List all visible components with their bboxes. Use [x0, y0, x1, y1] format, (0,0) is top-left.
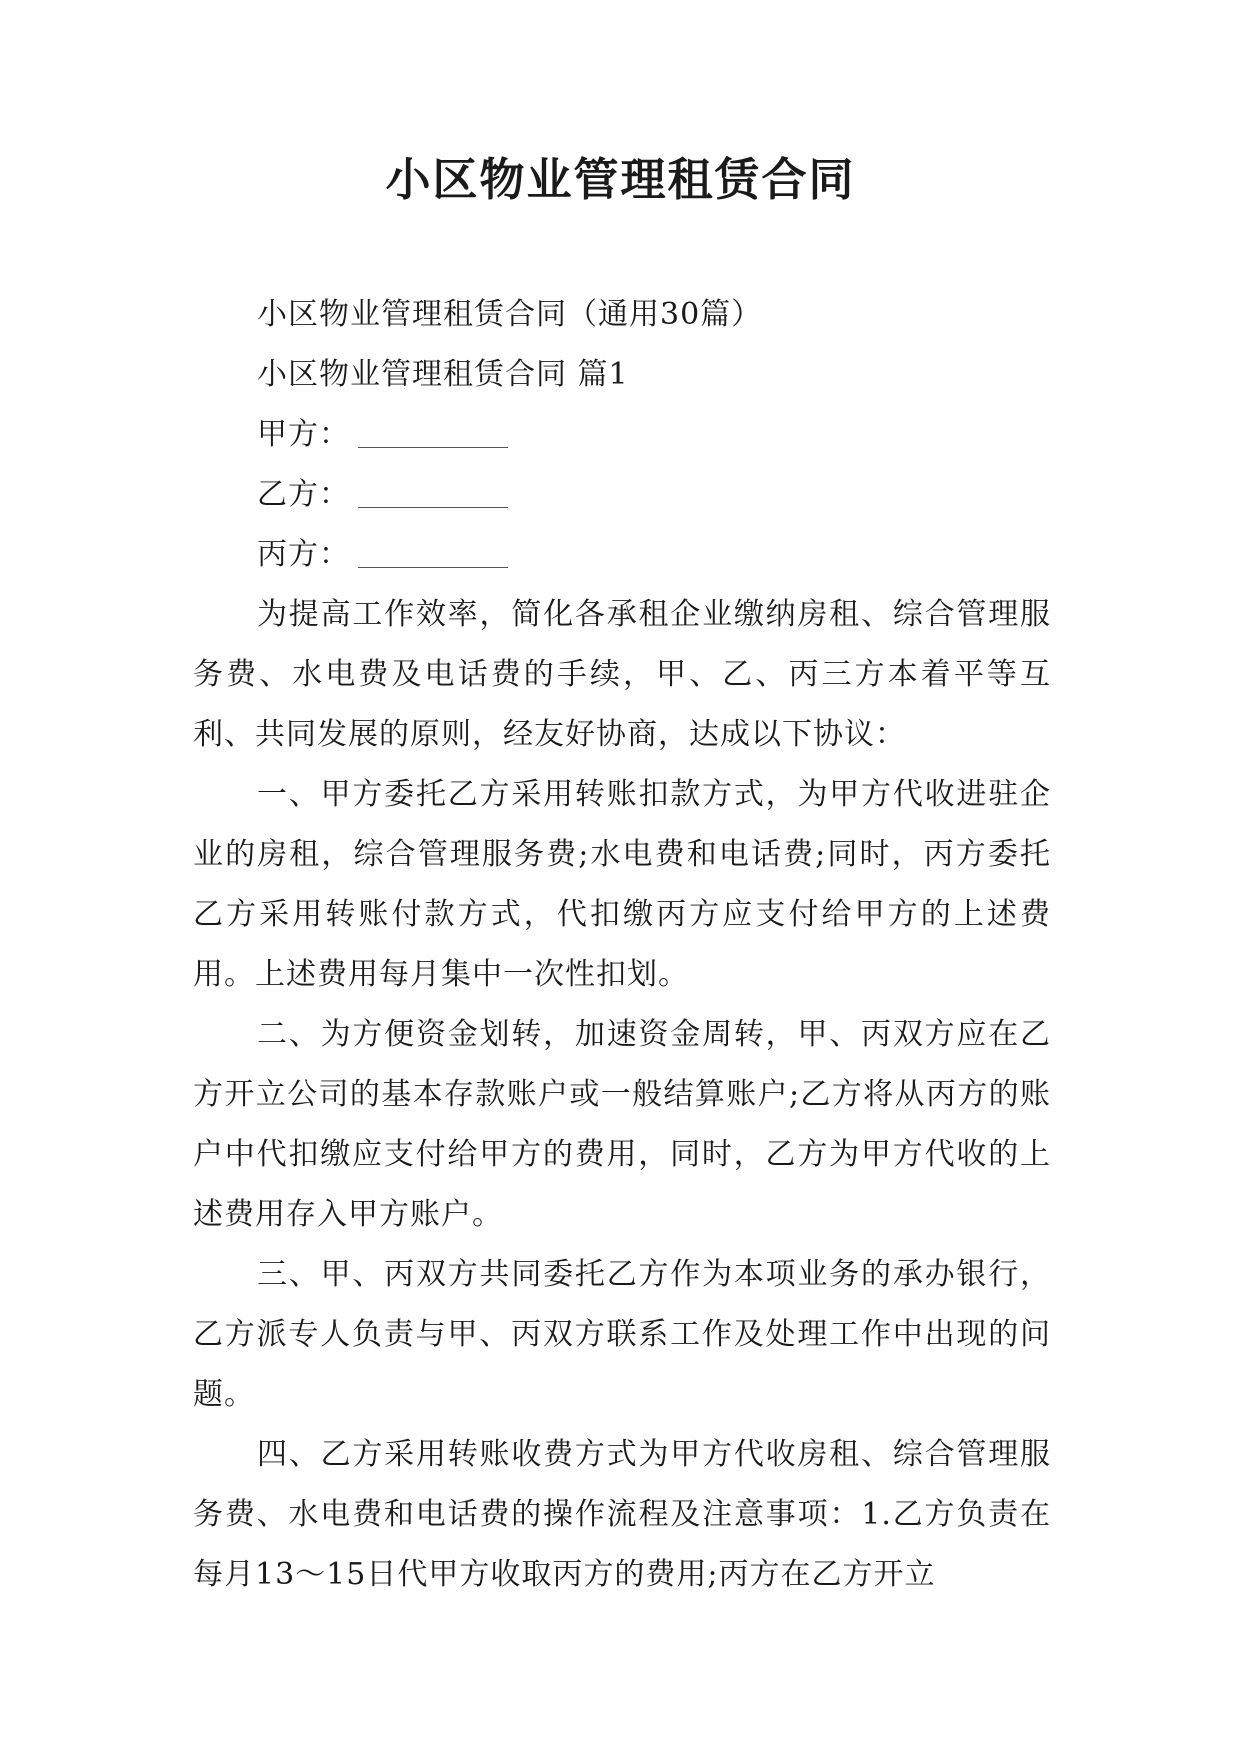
document-title: 小区物业管理租赁合同	[385, 153, 856, 206]
party-b-line	[193, 465, 1051, 525]
party-a-blank	[358, 419, 508, 448]
party-c-label: 丙方：	[257, 537, 350, 572]
party-b-label: 乙方：	[257, 477, 350, 512]
section-heading: 小区物业管理租赁合同 篇1	[257, 357, 629, 392]
preamble-paragraph: 为提高工作效率，简化各承租企业缴纳房租、综合管理服务费、水电费及电话费的手续，甲、乙、丙三方本着平等互利、共同发展的原则，经友好协商，达成以下协议：	[193, 597, 1051, 752]
party-c-blank	[358, 539, 508, 568]
party-a-line	[193, 405, 1051, 465]
clause-3-paragraph: 三、甲、丙双方共同委托乙方作为本项业务的承办银行，乙方派专人负责与甲、丙双方联系工作及处理工作中出现的问题。	[193, 1257, 1051, 1412]
document-subtitle: 小区物业管理租赁合同（通用30篇）	[257, 297, 763, 332]
clause-1-paragraph: 一、甲方委托乙方采用转账扣款方式，为甲方代收进驻企业的房租，综合管理服务费;水电费和电话费;同时，丙方委托乙方采用转账付款方式，代扣缴丙方应支付给甲方的上述费用。上述费用每月集中一次性扣划。	[193, 777, 1051, 992]
party-b-blank	[358, 479, 508, 508]
clause-2-paragraph: 二、为方便资金划转，加速资金周转，甲、丙双方应在乙方开立公司的基本存款账户或一般结算账户;乙方将从丙方的账户中代扣缴应支付给甲方的费用，同时，乙方为甲方代收的上述费用存入甲方账户。	[193, 1017, 1051, 1232]
document-body	[193, 285, 1051, 1605]
party-c-line	[193, 525, 1051, 585]
party-a-label: 甲方：	[257, 417, 350, 452]
clause-4-paragraph: 四、乙方采用转账收费方式为甲方代收房租、综合管理服务费、水电费和电话费的操作流程及注意事项：1.乙方负责在每月13～15日代甲方收取丙方的费用;丙方在乙方开立	[193, 1437, 1051, 1592]
